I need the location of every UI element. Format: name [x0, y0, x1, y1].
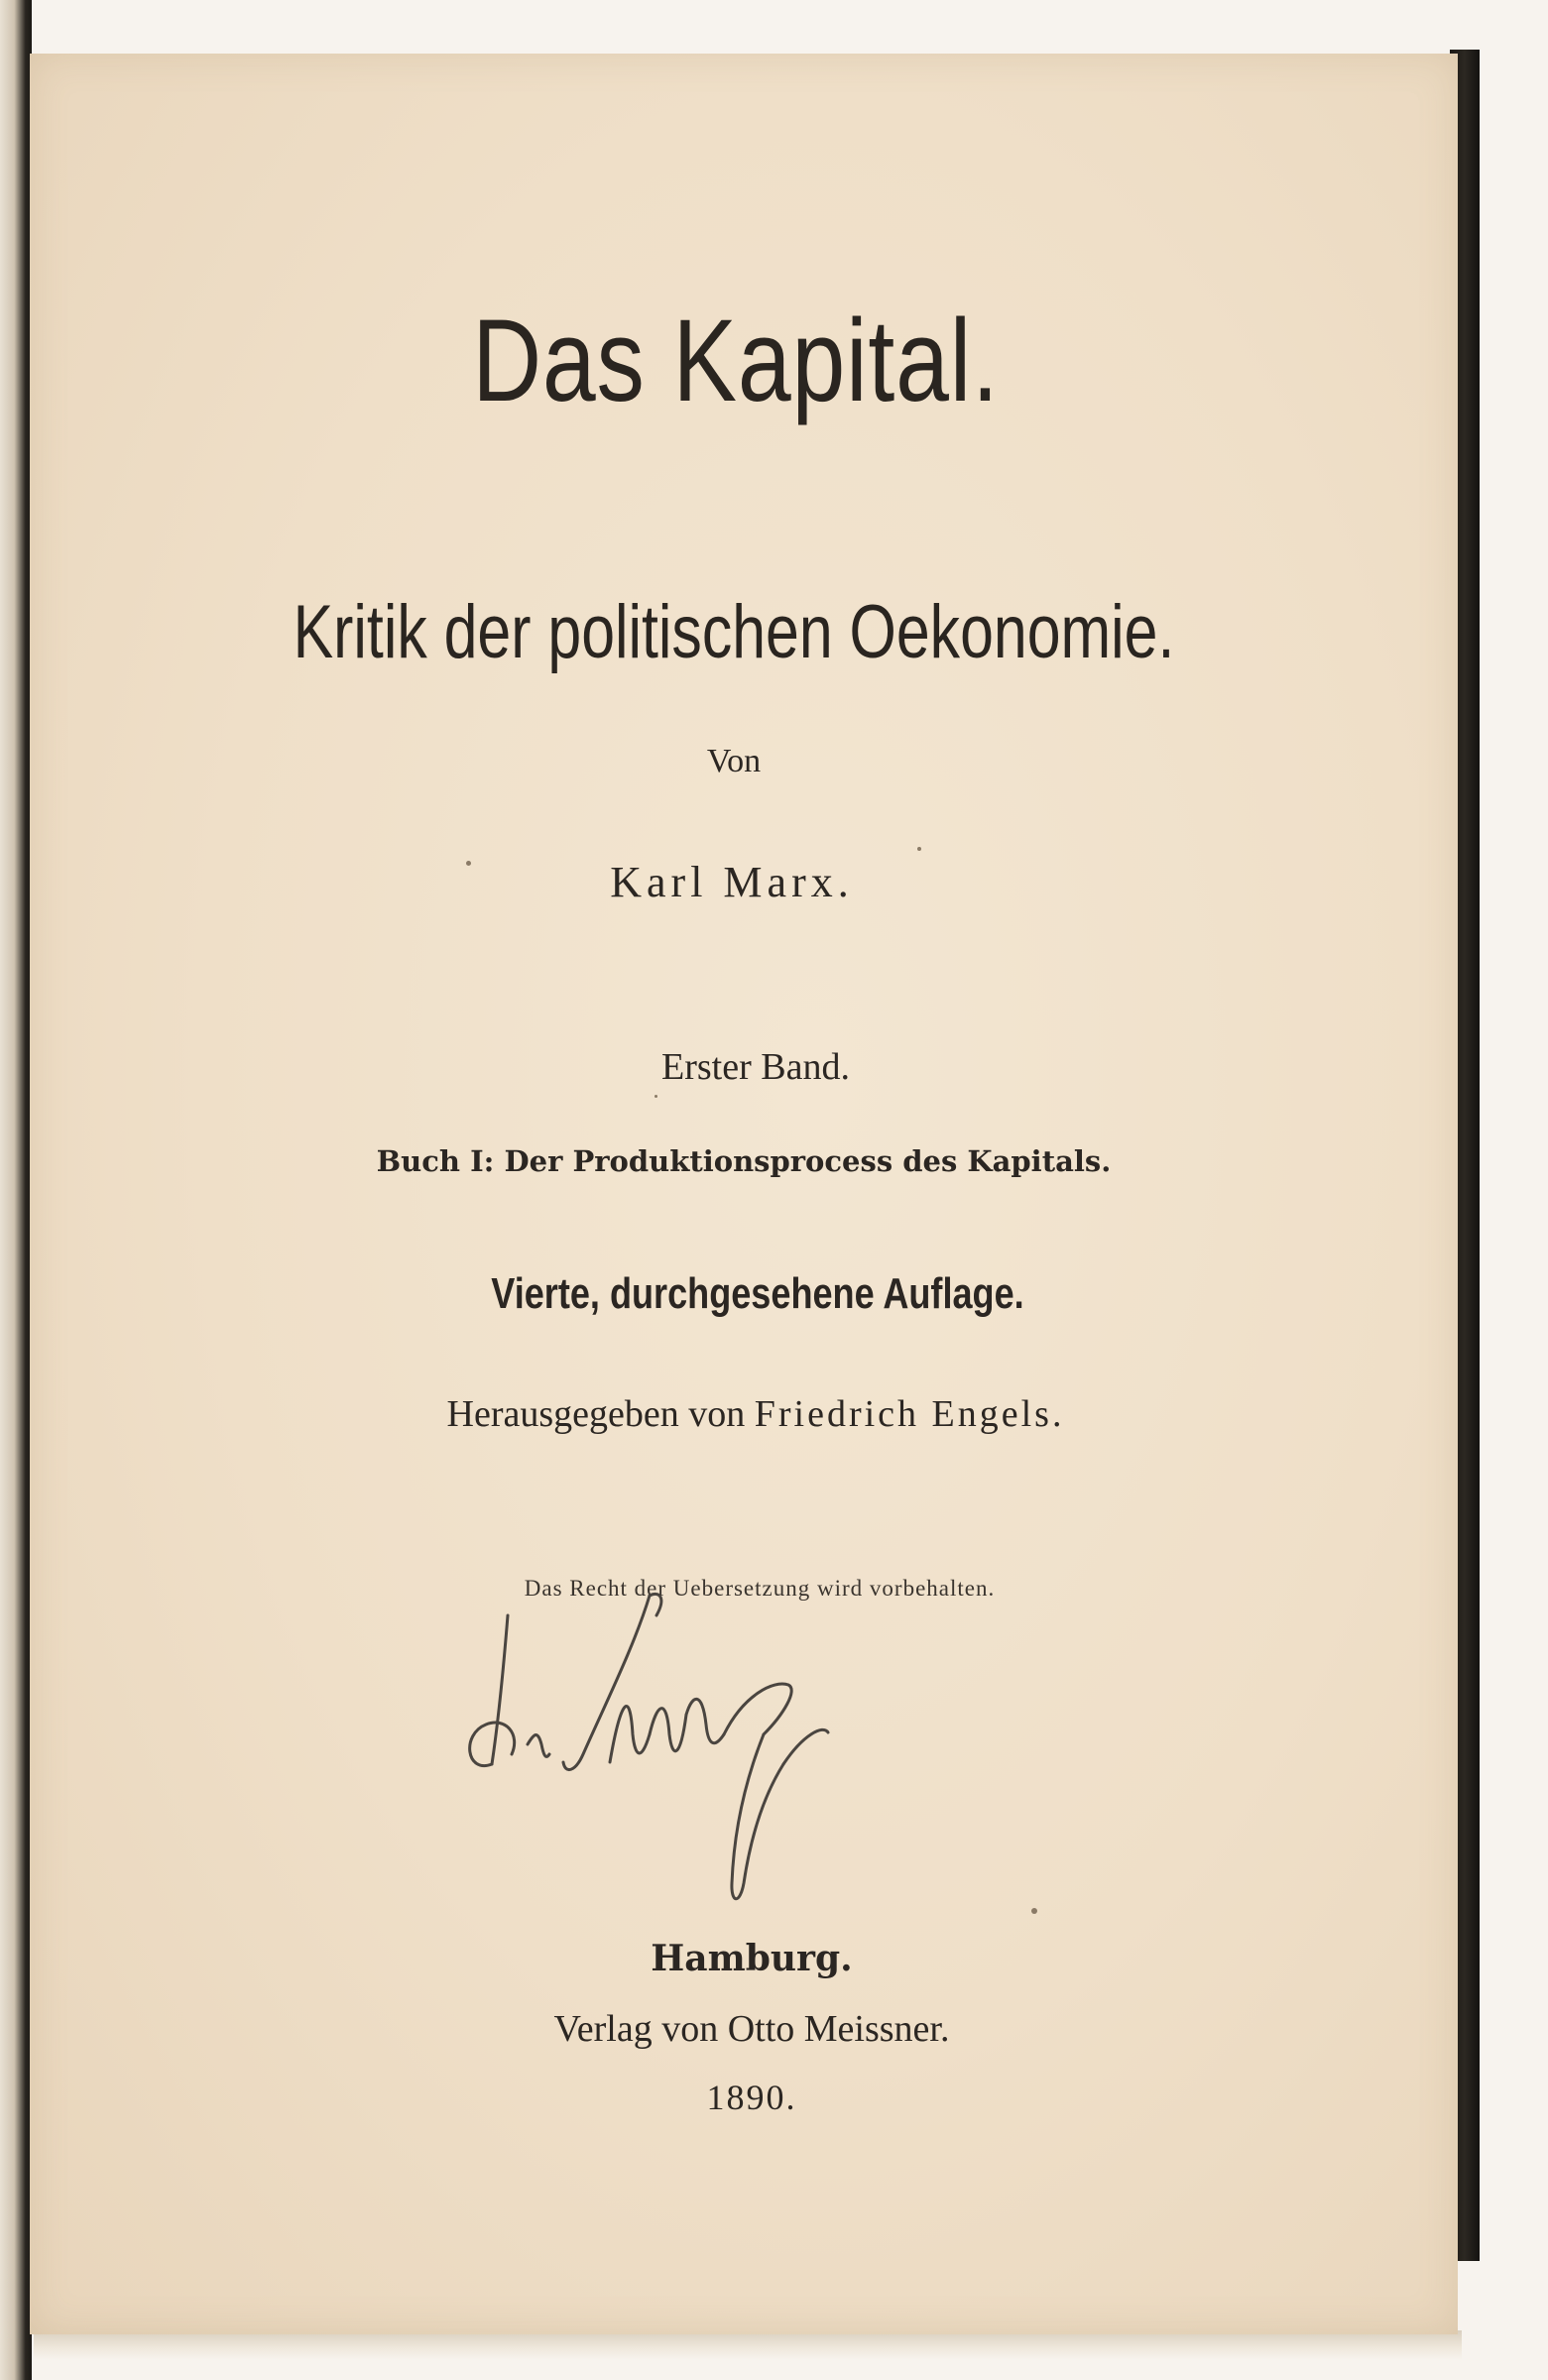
imprint-publisher: Verlag von Otto Meissner.	[553, 2008, 950, 2050]
volume-label: Erster Band.	[661, 1046, 850, 1088]
author-name: Karl Marx.	[610, 858, 854, 906]
rights-notice: Das Recht der Uebersetzung wird vorbehalten.	[524, 1576, 996, 1601]
paper-speck	[1031, 1908, 1037, 1914]
editor-line	[42, 1392, 1470, 1436]
book-subtitle: Kritik der politischen Oekonomie.	[293, 590, 1175, 674]
book-part-line: Buch I: Der Produktionsprocess des Kapitals.	[376, 1144, 1112, 1178]
paper-speck	[466, 861, 471, 866]
book-binding-left	[0, 0, 32, 2380]
page-stack-edge	[34, 2330, 1462, 2360]
title-page	[30, 54, 1458, 2334]
edition-line: Vierte, durchgesehene Auflage.	[491, 1269, 1024, 1318]
handwritten-signature	[446, 1586, 902, 1933]
paper-speck	[655, 1095, 657, 1098]
imprint-year: 1890.	[706, 2078, 797, 2117]
paper-speck	[917, 847, 921, 851]
book-title: Das Kapital.	[472, 296, 1000, 426]
editor-prefix: Herausgegeben von	[446, 1393, 746, 1435]
imprint-city: Hamburg.	[651, 1938, 853, 1979]
editor-name: Friedrich Engels.	[754, 1393, 1065, 1435]
by-label: Von	[706, 743, 762, 779]
signature-text: Dr Seng	[446, 1586, 451, 1587]
